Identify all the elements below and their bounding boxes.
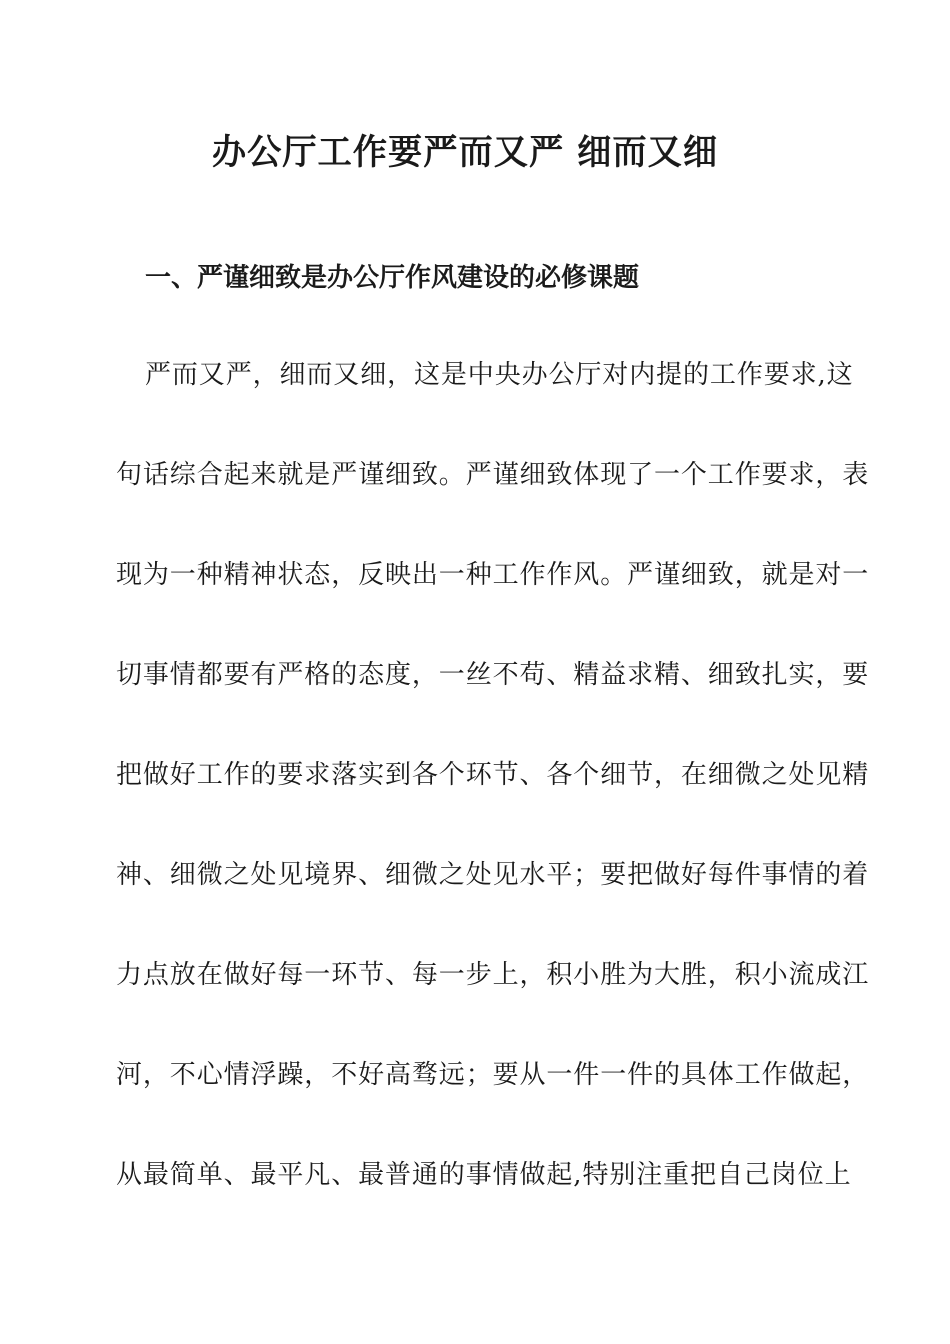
paragraph-line: 神、细微之处见境界、细微之处见水平；要把做好每件事情的着 xyxy=(116,860,870,890)
paragraph-line: 河，不心情浮躁，不好高骛远；要从一件一件的具体工作做起， xyxy=(116,1060,870,1090)
paragraph-line: 力点放在做好每一环节、每一步上，积小胜为大胜，积小流成江 xyxy=(116,960,870,990)
paragraph-line: 切事情都要有严格的态度，一丝不苟、精益求精、细致扎实，要 xyxy=(116,660,870,690)
paragraph-line: 从最简单、最平凡、最普通的事情做起,特别注重把自己岗位上 xyxy=(116,1160,852,1190)
paragraph-line: 现为一种精神状态，反映出一种工作作风。严谨细致，就是对一 xyxy=(116,560,870,590)
paragraph-line: 句话综合起来就是严谨细致。严谨细致体现了一个工作要求，表 xyxy=(116,460,870,490)
document-title: 办公厅工作要严而又严 细而又细 xyxy=(211,132,719,173)
paragraph-line: 把做好工作的要求落实到各个环节、各个细节，在细微之处见精 xyxy=(116,760,870,790)
paragraph-line: 严而又严，细而又细，这是中央办公厅对内提的工作要求,这 xyxy=(145,360,854,390)
section-heading: 一、严谨细致是办公厅作风建设的必修课题 xyxy=(145,263,640,293)
